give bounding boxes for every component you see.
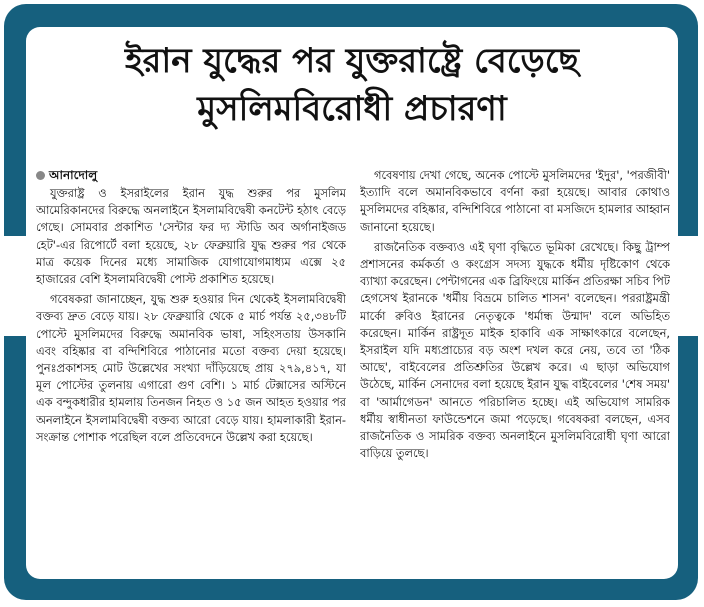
headline (26, 27, 678, 133)
headline-line-2: মুসলিমবিরোধী প্রচারণা (197, 89, 507, 129)
left-column (36, 167, 346, 573)
paragraph: গবেষকরা জানাচ্ছেন, যুদ্ধ শুরু হওয়ার দিন থেকেই ইসলামবিদ্বেষী বক্তব্য দ্রুত বেড়ে যায়। ২৮ ফেব্রুয়ারি থেকে ৫ মার্চ পর্যন্ত ২৫,৩৪৮টি পোস্টে মুসলিমদের বিরুদ্ধে অমানবিক ভাষা, সহিংসতায় উসকানি এবং বহিষ্কার বা বন্দিশিবিরে পাঠানোর মতো বক্তব্য দেয়া হয়েছে। পুনঃপ্রকাশসহ মোট উল্লেখের সংখ্যা দাঁড়িয়েছে প্রায় ২৭৯,৪১৭, যা মূল পোস্টের তুলনায় এগারো গুণ বেশি। ১ মার্চ টেক্সাসের অস্টিনে এক বন্দুকধারীর হামলায় তিনজন নিহত ও ১৫ জন আহত হওয়ার পর অনলাইনে ইসলামবিদ্বেষী বক্তব্য আরো বেড়ে যায়। হামলাকারী ইরান-সংক্রান্ত পোশাক পরেছিল বলে প্রতিবেদনে উল্লেখ করা হয়েছে। (36, 292, 346, 444)
byline (36, 167, 346, 184)
byline-text: আনাদোলু (49, 168, 98, 182)
article-body (36, 167, 670, 573)
article-card (26, 27, 678, 579)
paragraph: গবেষণায় দেখা গেছে, অনেক পোস্টে মুসলিমদের 'ইদুর', 'পরজীবী' ইত্যাদি বলে অমানবিকভাবে বর্ণনা করা হয়েছে। আবার কোথাও মুসলিমদের বহিষ্কার, বন্দিশিবিরে পাঠানো বা মসজিদে হামলার আহ্বান জানানো হয়েছে। (360, 168, 670, 234)
paragraph: রাজনৈতিক বক্তব্যও এই ঘৃণা বৃদ্ধিতে ভূমিকা রেখেছে। কিছু ট্রাম্প প্রশাসনের কর্মকর্তা ও কংগ্রেস সদস্য যুদ্ধকে ধর্মীয় দৃষ্টিকোণ থেকে ব্যাখ্যা করেছেন। পেন্টাগনের এক ব্রিফিংয়ে মার্কিন প্রতিরক্ষা সচিব পিট হেগসেথ ইরানকে 'ধর্মীয় বিভ্রমে চালিত শাসন' বলেছেন। পররাষ্ট্রমন্ত্রী মার্কো রুবিও ইরানের নেতৃত্বকে 'ধর্মান্ধ উন্মাদ' বলে অভিহিত করেছেন। মার্কিন রাষ্ট্রদূত মাইক হাকাবি এক সাক্ষাৎকারে বলেছেন, ইসরাইল যদি মধ্যপ্রাচ্যের বড় অংশ দখল করে নেয়, তবে তা 'ঠিক আছে', বাইবেলের প্রতিশ্রুতির উল্লেখ করে। এ ছাড়া অভিযোগ উঠেছে, মার্কিন সেনাদের বলা হয়েছে ইরান যুদ্ধ বাইবেলের 'শেষ সময়' বা 'আর্মাগেডন' আনতে পরিচালিত হচ্ছে। এই অভিযোগ সামরিক ধর্মীয় স্বাধীনতা ফাউন্ডেশনে জমা পড়েছে। গবেষকরা বলছেন, এসব রাজনৈতিক ও সামরিক বক্তব্য অনলাইনে মুসলিমবিরোধী ঘৃণা আরো বাড়িয়ে তুলছে। (360, 239, 670, 461)
bullet-icon (36, 171, 45, 180)
headline-line-1: ইরান যুদ্ধের পর যুক্তরাষ্ট্রে বেড়েছে (125, 41, 579, 81)
paragraph: যুক্তরাষ্ট্র ও ইসরাইলের ইরান যুদ্ধ শুরুর পর মুসলিম আমেরিকানদের বিরুদ্ধে অনলাইনে ইসলামবিদ্বেষী কনটেন্ট হঠাৎ বেড়ে গেছে। সোমবার প্রকাশিত 'সেন্টার ফর দ্য স্টাডি অব অর্গানাইজড হেট'-এর রিপোর্টে বলা হয়েছে, ২৮ ফেব্রুয়ারি যুদ্ধ শুরুর পর থেকে মাত্র কয়েক দিনের মধ্যে সামাজিক যোগাযোগমাধ্যম এক্সে ২৫ হাজারের বেশি ইসলামবিদ্বেষী পোস্ট প্রকাশিত হয়েছে। (36, 186, 346, 287)
right-column (360, 167, 670, 573)
